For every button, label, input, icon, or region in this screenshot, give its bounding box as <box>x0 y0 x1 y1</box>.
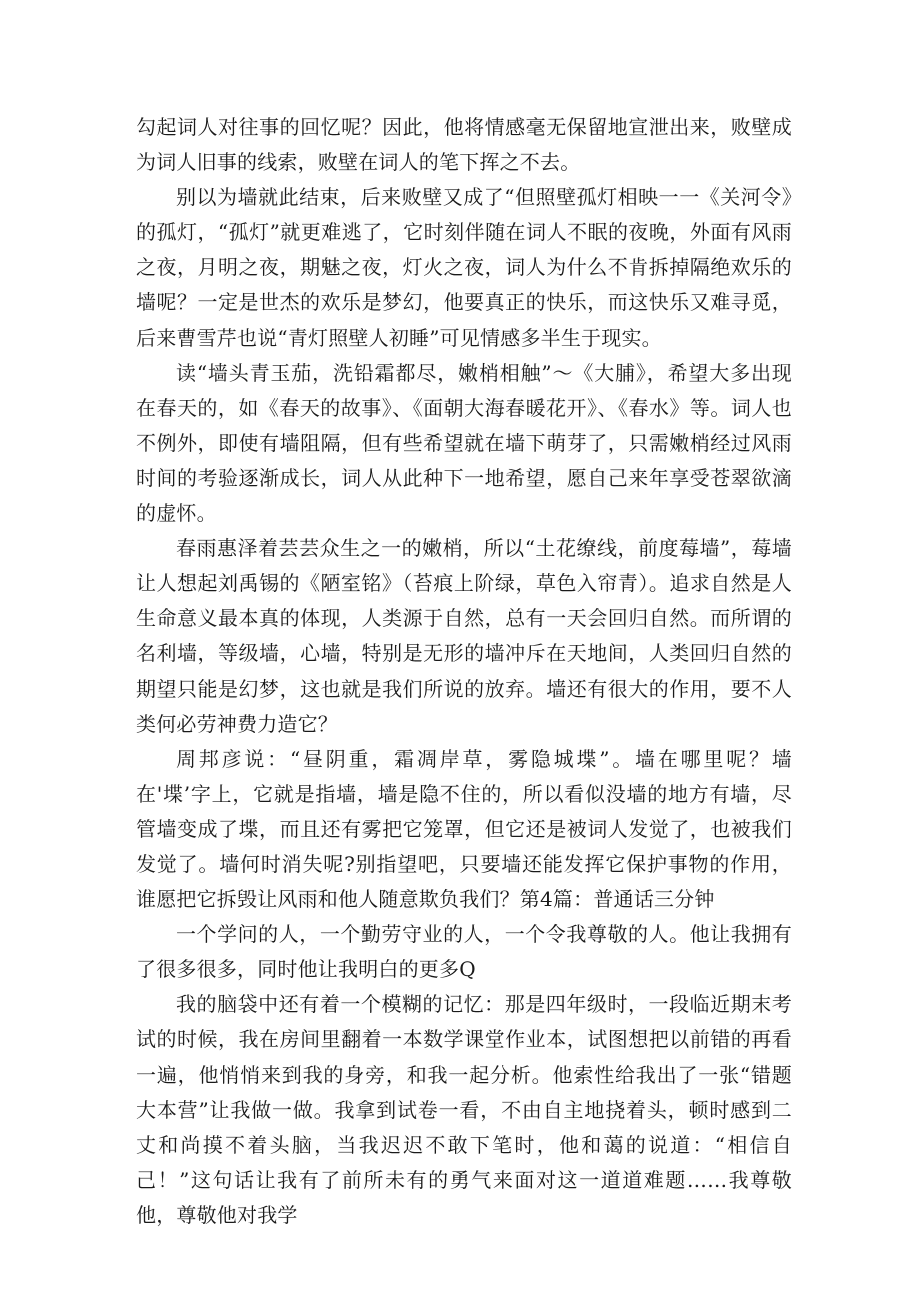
paragraph-7: 我的脑袋中还有着一个模糊的记忆：那是四年级时，一段临近期末考试的时候，我在房间里翻着一本数学课堂作业本，试图想把以前错的再看一遍，他悄悄来到我的身旁，和我一起分析。他索性给我出了一张“错题大本营”让我做一做。我拿到试卷一看，不由自主地挠着头，顿时感到二丈和尚摸不着头脑，当我迟迟不敢下笔时，他和蔼的说道：“相信自己！”这句话让我有了前所未有的勇气来面对这一道道难题……我尊敬他，尊敬他对我学 <box>136 992 792 1227</box>
paragraph-3: 读“墙头青玉茄，洗铅霜都尽，嫩梢相触”～《大脯》，希望大多出现在春天的，如《春天的故事》、《面朝大海春暖花开》、《春水》等。词人也不例外，即使有墙阻隔，但有些希望就在墙下萌芽了，只需嫩梢经过风雨时间的考验逐渐成长，词人从此种下一地希望，愿自己来年享受苍翠欲滴的虚怀。 <box>136 360 792 526</box>
paragraph-1: 勾起词人对往事的回忆呢？因此，他将情感毫无保留地宣泄出来，败壁成为词人旧事的线索，败壁在词人的笔下挥之不去。 <box>136 115 792 175</box>
paragraph-5: 周邦彦说：“昼阴重，霜凋岸草，雾隐城堞”。墙在哪里呢？墙在'堞’字上，它就是指墙，墙是隐不住的，所以看似没墙的地方有墙，尽管墙变成了堞，而且还有雾把它笼罩，但它还是被词人发觉了，也被我们发觉了。墙何时消失呢?别指望吧，只要墙还能发挥它保护事物的作用，谁愿把它拆毁让风雨和他人随意欺负我们？第4篇：普通话三分钟 <box>136 746 792 912</box>
paragraph-2: 别以为墙就此结束，后来败壁又成了“但照壁孤灯相映一一《关河令》的孤灯，“孤灯”就更难逃了，它时刻伴随在词人不眠的夜晚，外面有风雨之夜，月明之夜，期魅之夜，灯火之夜，词人为什么不肯拆掉隔绝欢乐的墙呢？一定是世杰的欢乐是梦幻，他要真正的快乐，而这快乐又难寻觅，后来曹雪芹也说“青灯照壁人初睡”可见情感多半生于现实。 <box>136 185 792 350</box>
article-body <box>136 110 792 1233</box>
paragraph-6: 一个学问的人，一个勤劳守业的人，一个令我尊敬的人。他让我拥有了很多很多，同时他让我明白的更多Q <box>136 922 792 982</box>
paragraph-4: 春雨惠泽着芸芸众生之一的嫩梢，所以“土花缭线，前度莓墙”，莓墙让人想起刘禹锡的《陋室铭》（苔痕上阶绿，草色入帘青）。追求自然是人生命意义最本真的体现，人类源于自然，总有一天会回归自然。而所谓的名利墙，等级墙，心墙，特别是无形的墙冲斥在天地间，人类回归自然的期望只能是幻梦，这也就是我们所说的放弃。墙还有很大的作用，要不人类何必劳神费力造它？ <box>136 536 792 736</box>
